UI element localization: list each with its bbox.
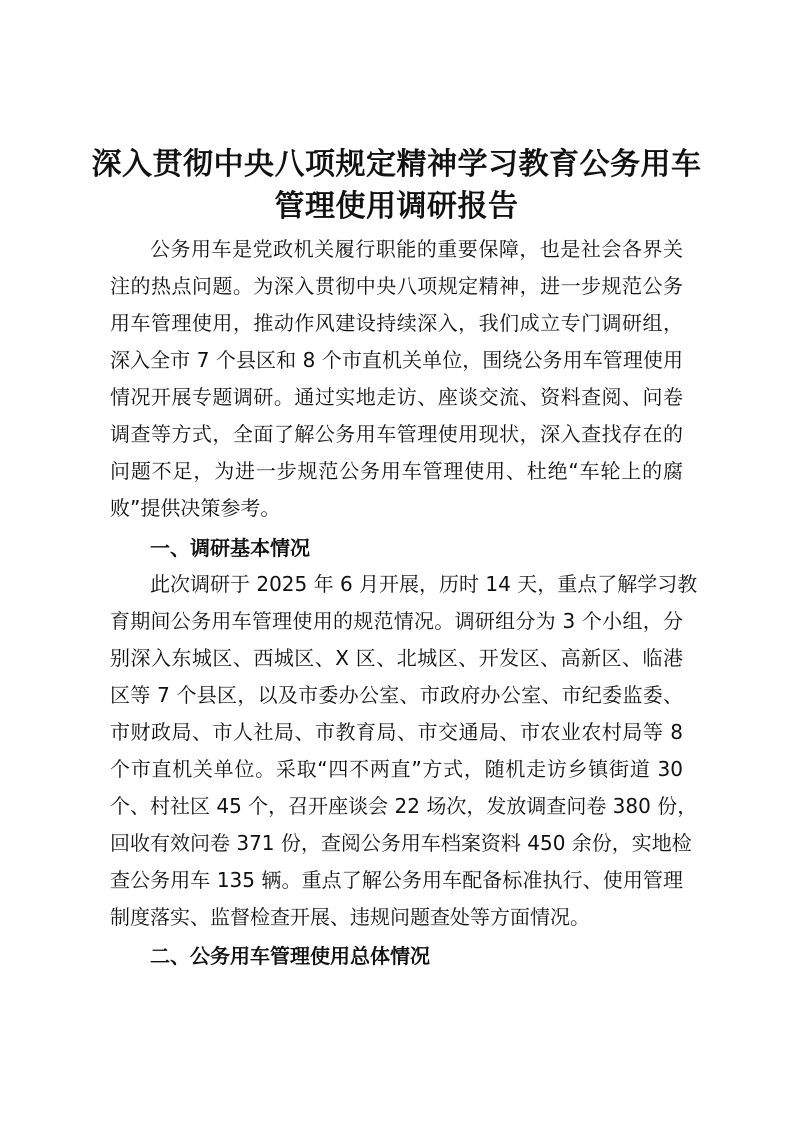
document-title-line-2: 管理使用调研报告 (274, 189, 519, 224)
body-line: 市财政局、市人社局、市教育局、市交通局、市农业农村局等 8 (110, 720, 683, 744)
intro-line: 调查等方式，全面了解公务用车管理使用现状，深入查找存在的 (110, 422, 683, 446)
intro-line: 注的热点问题。为深入贯彻中央八项规定精神，进一步规范公务 (110, 274, 683, 298)
body-line: 个、村社区 45 个，召开座谈会 22 场次，发放调查问卷 380 份， (110, 794, 698, 818)
body-line: 个市直机关单位。采取“四不两直”方式，随机走访乡镇街道 30 (110, 757, 683, 781)
intro-line: 问题不足，为进一步规范公务用车管理使用、杜绝“车轮上的腐 (110, 459, 683, 483)
body-line: 制度落实、监督检查开展、违规问题查处等方面情况。 (110, 905, 590, 929)
body-line: 回收有效问卷 371 份，查阅公务用车档案资料 450 余份，实地检 (110, 831, 692, 855)
body-line: 别深入东城区、西城区、X 区、北城区、开发区、高新区、临港 (110, 646, 683, 670)
intro-line: 用车管理使用，推动作风建设持续深入，我们成立专门调研组， (110, 311, 683, 335)
body-line: 此次调研于 2025 年 6 月开展，历时 14 天，重点了解学习教 (150, 572, 698, 596)
section-heading-2: 二、公务用车管理使用总体情况 (150, 944, 430, 968)
section-heading-1: 一、调研基本情况 (150, 536, 310, 560)
document-title-line-1: 深入贯彻中央八项规定精神学习教育公务用车 (91, 147, 702, 182)
intro-line: 深入全市 7 个县区和 8 个市直机关单位，围绕公务用车管理使用 (110, 348, 683, 372)
intro-line: 情况开展专题调研。通过实地走访、座谈交流、资料查阅、问卷 (110, 385, 683, 409)
body-line: 查公务用车 135 辆。重点了解公务用车配备标准执行、使用管理 (110, 868, 683, 892)
intro-line: 公务用车是党政机关履行职能的重要保障，也是社会各界关 (150, 237, 683, 261)
body-line: 育期间公务用车管理使用的规范情况。调研组分为 3 个小组，分 (110, 609, 683, 633)
intro-line: 败”提供决策参考。 (110, 496, 281, 520)
body-line: 区等 7 个县区，以及市委办公室、市政府办公室、市纪委监委、 (110, 683, 683, 707)
